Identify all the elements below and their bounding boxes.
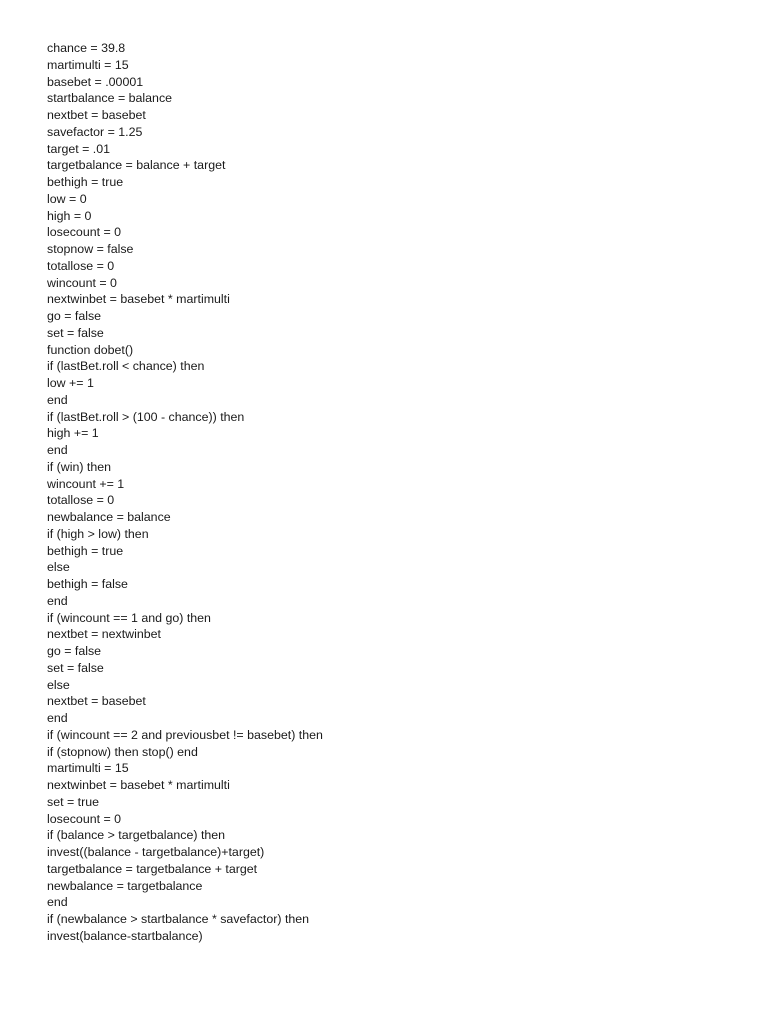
script-line: wincount = 0 [47, 275, 117, 290]
script-line: else [47, 677, 70, 692]
script-line: if (lastBet.roll > (100 - chance)) then [47, 409, 245, 424]
script-line: high += 1 [47, 426, 99, 441]
script-line: end [47, 711, 68, 725]
script-line: stopnow = false [47, 242, 134, 256]
script-line: totallose = 0 [47, 493, 115, 508]
script-line: targetbalance = balance + target [47, 158, 226, 173]
script-line: totallose = 0 [47, 258, 115, 273]
script-line: end [47, 392, 68, 407]
script-line: end [47, 895, 68, 910]
script-line: high = 0 [47, 208, 92, 223]
script-line: nextwinbet = basebet * martimulti [47, 292, 230, 307]
script-line: newbalance = targetbalance [47, 878, 203, 893]
script-text [47, 40, 323, 945]
script-line: savefactor = 1.25 [47, 124, 143, 139]
script-line: chance = 39.8 [47, 41, 126, 55]
script-line: nextbet = nextwinbet [47, 627, 162, 642]
script-line: low += 1 [47, 376, 94, 390]
script-line: if (win) then [47, 459, 112, 474]
script-line: low = 0 [47, 191, 87, 206]
script-line: invest((balance - targetbalance)+target) [47, 845, 265, 859]
script-line: invest(balance-startbalance) [47, 928, 203, 943]
script-line: go = false [47, 309, 102, 323]
script-line: target = .01 [47, 141, 111, 156]
script-line: nextwinbet = basebet * martimulti [47, 778, 230, 792]
script-line: bethigh = true [47, 543, 124, 558]
script-line: basebet = .00001 [47, 74, 144, 89]
script-line: if (stopnow) then stop() end [47, 744, 198, 759]
script-line: startbalance = balance [47, 91, 173, 106]
script-line: set = false [47, 325, 104, 340]
script-line: go = false [47, 644, 102, 658]
script-line: end [47, 593, 68, 608]
script-line: set = false [47, 660, 104, 675]
script-line: losecount = 0 [47, 811, 122, 826]
script-line: if (balance > targetbalance) then [47, 828, 226, 843]
script-line: function dobet() [47, 342, 134, 357]
script-line: nextbet = basebet [47, 694, 146, 709]
script-line: targetbalance = targetbalance + target [47, 861, 258, 876]
script-line: if (wincount == 1 and go) then [47, 610, 211, 625]
script-line: if (high > low) then [47, 526, 149, 541]
script-line: end [47, 443, 68, 457]
script-line: if (lastBet.roll < chance) then [47, 359, 205, 374]
script-line: if (newbalance > startbalance * savefactor) then [47, 912, 310, 926]
script-line: newbalance = balance [47, 510, 171, 524]
script-line: losecount = 0 [47, 225, 122, 240]
script-line: martimulti = 15 [47, 57, 129, 72]
script-line: else [47, 560, 70, 575]
script-line: nextbet = basebet [47, 108, 146, 122]
script-line: if (wincount == 2 and previousbet != basebet) then [47, 727, 323, 742]
script-line: bethigh = false [47, 577, 128, 591]
script-line: wincount += 1 [47, 476, 125, 491]
script-line: martimulti = 15 [47, 761, 129, 776]
script-line: set = true [47, 794, 100, 809]
script-line: bethigh = true [47, 175, 124, 189]
